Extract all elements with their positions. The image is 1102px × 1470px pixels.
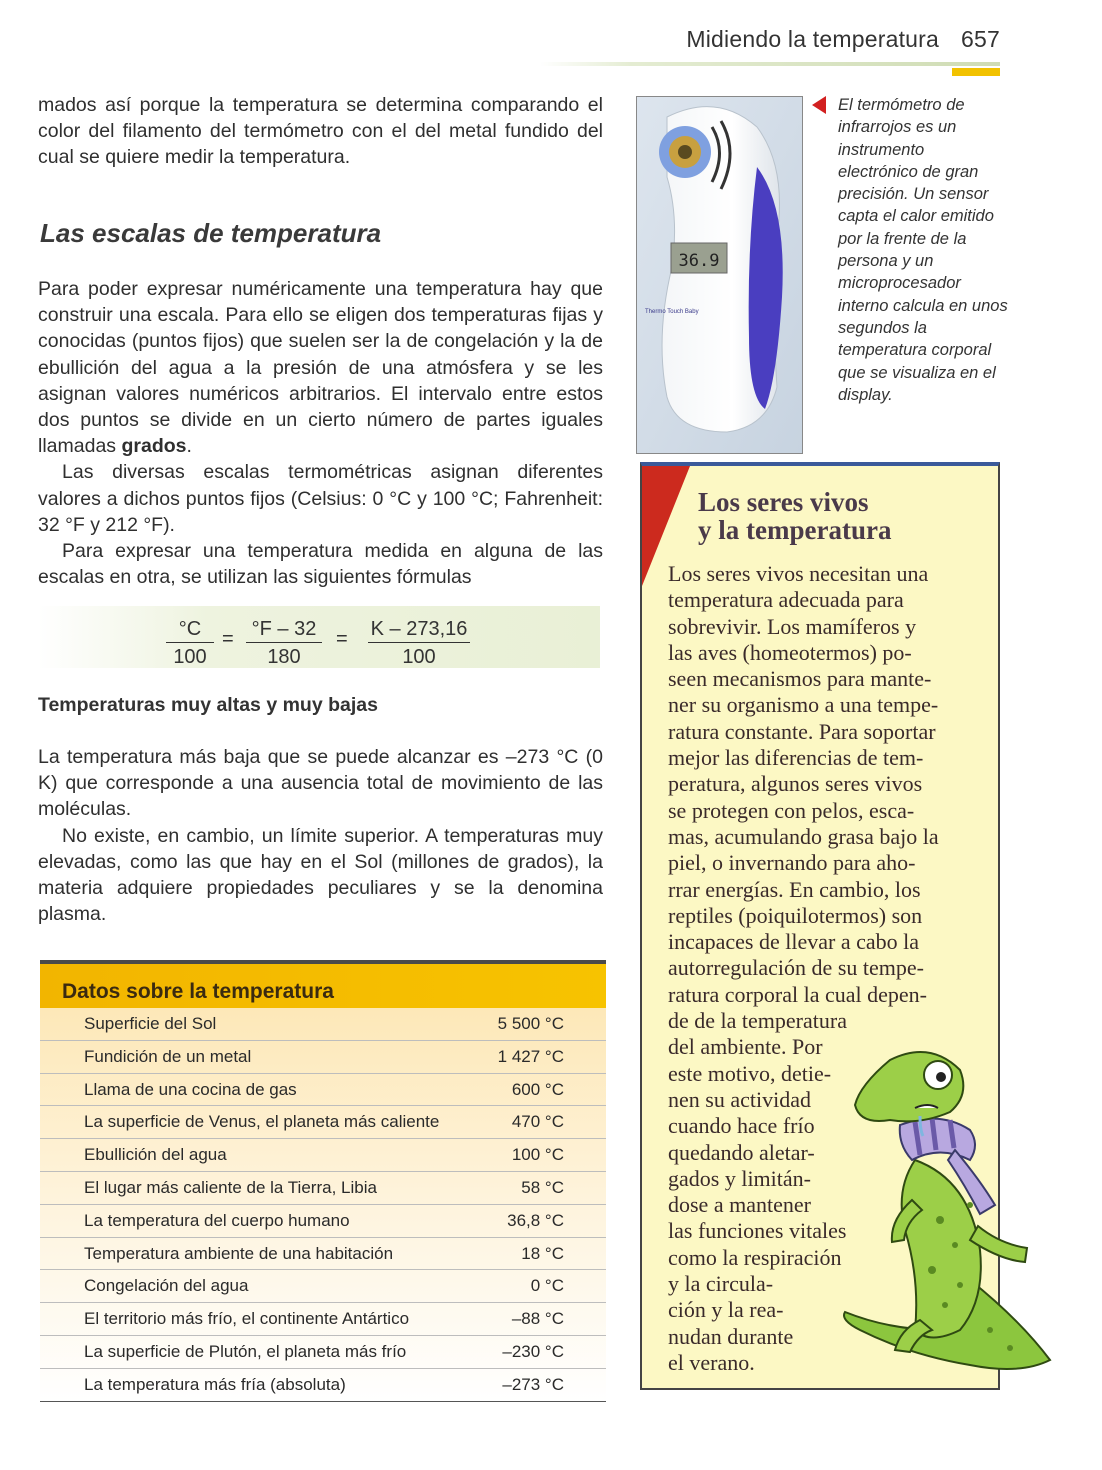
display-reading: 36.9 (678, 251, 720, 271)
chapter-title: Midiendo la temperatura (686, 26, 940, 52)
box-line: ción y la rea- (668, 1297, 784, 1323)
header-rule (540, 62, 1000, 66)
box-line: gados y limitán- (668, 1165, 811, 1191)
box-line: peratura, algunos seres vivos (668, 771, 923, 797)
box-line: del ambiente. Por (668, 1034, 823, 1060)
row-value: 100 °C (511, 1145, 564, 1165)
table-row (40, 1270, 606, 1303)
photo-caption: El termómetro de infrarrojos es un instrumento electrónico de gran precisión. Un sensor capta el calor emitido por la frente de la persona y un microprocesador interno calcula en unos segundos la temperatura corporal que se visualiza en el display. (838, 96, 1008, 404)
term-grados: grados (121, 435, 187, 458)
box-line: sobrevivir. Los mamíferos y (668, 613, 917, 639)
row-value: –88 °C (511, 1309, 564, 1329)
thermometer-illustration (637, 97, 802, 453)
row-value: 1 427 °C (497, 1046, 564, 1066)
temperature-table (40, 960, 606, 1402)
table-row (40, 1139, 606, 1172)
running-head (640, 26, 1000, 53)
box-line: reptiles (poiquilotermos) son (668, 902, 923, 928)
row-value: 58 °C (521, 1177, 564, 1197)
page-number: 657 (961, 26, 1000, 52)
row-label: La temperatura más fría (absoluta) (84, 1374, 346, 1394)
box-line: seen mecanismos para mante- (668, 666, 932, 692)
table-row (40, 1041, 606, 1074)
table-header (40, 964, 606, 1008)
box-line: ner su organismo a una tempe- (668, 692, 939, 718)
table-row (40, 1008, 606, 1041)
fraction-kelvin-num: K – 273,16 (368, 618, 470, 643)
box-line: rrar energías. En cambio, los (668, 876, 921, 902)
table-row (40, 1303, 606, 1336)
row-value: –273 °C (502, 1374, 564, 1394)
table-row (40, 1238, 606, 1271)
box-line: el verano. (668, 1349, 755, 1375)
row-label: El territorio más frío, el continente Antártico (84, 1309, 410, 1329)
row-label: Superficie del Sol (84, 1014, 217, 1033)
paragraph-3: Para expresar una temperatura medida en alguna de las escalas en otra, se utilizan las siguientes fórmulas (38, 540, 603, 589)
box-line: como la respiración (668, 1244, 842, 1270)
row-value: –230 °C (502, 1341, 564, 1361)
row-label: La temperatura del cuerpo humano (84, 1210, 350, 1230)
box-title-line-2: y la temperatura (698, 515, 892, 545)
box-line: incapaces de llevar a cabo la (668, 929, 920, 955)
box-line: dose a mantener (668, 1192, 811, 1218)
lizard-icon (820, 1030, 1070, 1390)
paragraph-2: Las diversas escalas termométricas asignan diferentes valores a dichos puntos fijos (Celsius: 0 °C y 100 °C; Fahrenheit: 32 °F y 212 °F). (38, 461, 603, 536)
scales-text (38, 276, 603, 590)
box-line: ratura constante. Para soportar (668, 718, 936, 744)
box-line: nen su actividad (668, 1086, 811, 1112)
low-paragraph-2: No existe, en cambio, un límite superior. A temperaturas muy elevadas, como las que hay en el Sol (millones de grados), la materia adquiere propiedades peculiares y se la denomina plasma. (38, 824, 603, 926)
fraction-celsius (166, 618, 214, 669)
row-value: 600 °C (511, 1079, 564, 1099)
row-label: El lugar más caliente de la Tierra, Libia (84, 1177, 377, 1197)
lizard-illustration (820, 1030, 1070, 1390)
fraction-fahrenheit (246, 618, 322, 669)
box-line: quedando aletar- (668, 1139, 815, 1165)
equals-sign-1: = (222, 628, 234, 650)
row-value: 0 °C (530, 1276, 564, 1296)
box-line: se protegen con pelos, esca- (668, 797, 915, 823)
row-value: 470 °C (511, 1112, 564, 1132)
table-row (40, 1106, 606, 1139)
extremes-text (38, 744, 603, 927)
box-title-line-1: Los seres vivos (698, 487, 869, 517)
row-label: Temperatura ambiente de una habitación (84, 1243, 394, 1263)
box-line: nudan durante (668, 1323, 794, 1349)
low-paragraph-1: La temperatura más baja que se puede alcanzar es –273 °C (0 K) que corresponde a una ausencia total de movimiento de las moléculas. (38, 746, 603, 821)
row-value: 5 500 °C (497, 1014, 564, 1033)
fraction-kelvin-den: 100 (402, 646, 436, 668)
table-body (40, 1008, 606, 1402)
box-line: y la circula- (668, 1271, 774, 1297)
paragraph-1-end: . (186, 435, 192, 458)
box-title (698, 488, 891, 544)
row-label: Congelación del agua (84, 1276, 249, 1296)
fraction-fahrenheit-num: °F – 32 (246, 618, 322, 643)
fraction-kelvin (368, 618, 470, 669)
fraction-celsius-num: °C (166, 618, 214, 643)
section-title: Las escalas de temperatura (40, 218, 382, 248)
box-line: Los seres vivos necesitan una (668, 561, 929, 586)
box-line: este motivo, detie- (668, 1060, 832, 1086)
subsection-title: Temperaturas muy altas y muy bajas (38, 694, 378, 716)
row-label: Fundición de un metal (84, 1046, 252, 1066)
table-row (40, 1369, 606, 1402)
paragraph-1 (38, 276, 603, 459)
brand-label: Thermo Touch Baby (645, 309, 699, 315)
table-title: Datos sobre la temperatura (62, 980, 334, 1003)
fraction-celsius-den: 100 (173, 646, 207, 668)
intro-paragraph: mados así porque la temperatura se determina comparando el color del filamento del termómetro con el del metal fundido del cual se quiere medir la temperatura. (38, 94, 603, 169)
box-line: cuando hace frío (668, 1113, 815, 1139)
box-line: mas, acumulando grasa bajo la (668, 823, 939, 849)
fraction-fahrenheit-den: 180 (267, 646, 301, 668)
header-tab (952, 68, 1000, 76)
equals-sign-2: = (336, 628, 348, 650)
box-line: mejor las diferencias de tem- (668, 745, 924, 771)
box-line: las funciones vitales (668, 1218, 847, 1244)
row-label: La superficie de Plutón, el planeta más frío (84, 1341, 407, 1361)
table-row (40, 1172, 606, 1205)
box-line: piel, o invernando para aho- (668, 850, 916, 876)
row-label: Ebullición del agua (84, 1145, 227, 1165)
caption-pointer-icon (812, 96, 826, 114)
box-line: autorregulación de su tempe- (668, 955, 924, 981)
table-row (40, 1074, 606, 1107)
row-value: 36,8 °C (507, 1210, 564, 1230)
box-line: las aves (homeotermos) po- (668, 639, 912, 665)
table-row (40, 1205, 606, 1238)
row-label: La superficie de Venus, el planeta más caliente (84, 1112, 440, 1132)
box-line: temperatura adecuada para (668, 587, 904, 613)
box-line: de de la temperatura (668, 1008, 847, 1034)
paragraph-1-text: Para poder expresar numéricamente una temperatura hay que construir una escala. Para ello se eligen dos temperaturas fijas y conocidas (puntos fijos) que suelen ser la de congelación y la de ebullición del agua a la presión de una atmósfera y se les asignan valores numéricos arbitrarios. El intervalo entre estos dos puntos se divide en un cierto número de partes iguales llamadas (38, 278, 603, 458)
table-row (40, 1336, 606, 1369)
formula-band (38, 606, 600, 668)
row-value: 18 °C (521, 1243, 564, 1263)
row-label: Llama de una cocina de gas (84, 1079, 297, 1099)
box-line: ratura corporal la cual depen- (668, 981, 927, 1007)
thermometer-photo (636, 96, 803, 454)
